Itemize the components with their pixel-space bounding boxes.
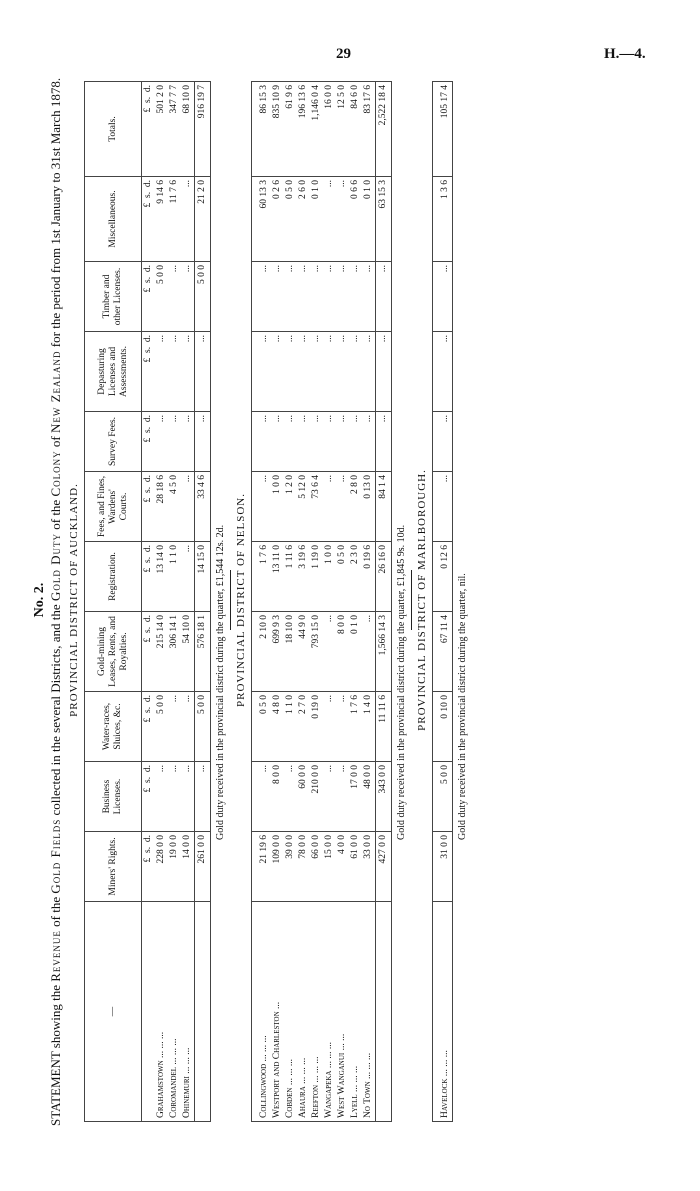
amount-cell: 61 9 6 <box>284 82 297 177</box>
amount-cell: ... <box>310 332 323 412</box>
total-cell: ... <box>195 412 211 472</box>
amount-cell: 8 0 0 <box>336 612 349 692</box>
total-cell: 26 16 0 <box>376 542 392 612</box>
amount-cell: ... <box>258 332 271 412</box>
amount-cell: 39 0 0 <box>284 832 297 902</box>
amount-cell: 21 19 6 <box>258 832 271 902</box>
column-header: Depasturing Licenses and Assessments. <box>85 332 142 412</box>
district-name: Grahamstown ... ... ... <box>155 902 168 1122</box>
table-row <box>323 82 336 1122</box>
title-part: Revenue <box>48 930 63 982</box>
amount-cell: ... <box>181 262 195 332</box>
district-name: Collingwood ... ... ... <box>258 902 271 1122</box>
amount-cell: 48 0 0 <box>362 762 376 832</box>
unit-cell: £ s. d. <box>142 412 156 472</box>
total-cell: 916 19 7 <box>195 82 211 177</box>
amount-cell: 0 1 0 <box>362 177 376 262</box>
unit-cell: £ s. d. <box>142 332 156 412</box>
amount-cell: 1,146 0 4 <box>310 82 323 177</box>
amount-cell: 306 14 1 <box>168 612 181 692</box>
amount-cell: ... <box>155 332 168 412</box>
amount-cell: ... <box>323 762 336 832</box>
title-part: New Zealand <box>48 350 63 434</box>
district-title: PROVINCIAL DISTRICT OF MARLBOROUGH. <box>416 469 428 731</box>
amount-cell: ... <box>323 177 336 262</box>
amount-cell: ... <box>181 472 195 542</box>
amount-cell: ... <box>439 412 453 472</box>
column-header: Business Licenses. <box>85 762 142 832</box>
amount-cell: ... <box>155 762 168 832</box>
amount-cell: 2 6 0 <box>297 177 310 262</box>
amount-cell: 1 0 0 <box>271 472 284 542</box>
table-row <box>258 82 271 1122</box>
amount-cell: ... <box>336 177 349 262</box>
amount-cell: ... <box>258 412 271 472</box>
amount-cell: ... <box>181 542 195 612</box>
amount-cell: 0 10 0 <box>439 692 453 762</box>
header-row <box>85 82 142 1122</box>
amount-cell: 33 0 0 <box>362 832 376 902</box>
title-part: Gold Fields <box>48 818 63 894</box>
amount-cell: ... <box>439 472 453 542</box>
amount-cell: 501 2 0 <box>155 82 168 177</box>
amount-cell: 2 7 0 <box>297 692 310 762</box>
amount-cell: 347 7 7 <box>168 82 181 177</box>
amount-cell: 0 13 0 <box>362 472 376 542</box>
amount-cell: ... <box>297 262 310 332</box>
amount-cell: ... <box>168 692 181 762</box>
column-header: Miscellaneous. <box>85 177 142 262</box>
column-header: Registration. <box>85 542 142 612</box>
gold-duty-note: Gold duty received in the provincial district during the quarter, £1,544 12s. 2d. <box>215 524 226 840</box>
amount-cell: ... <box>284 412 297 472</box>
amount-cell: ... <box>310 412 323 472</box>
title-part: collected in the several Districts, and the <box>48 601 63 819</box>
unit-cell: £ s. d. <box>142 262 156 332</box>
amount-cell: 228 0 0 <box>155 832 168 902</box>
amount-cell: 1 3 6 <box>439 177 453 262</box>
district-name: Coromandel ... ... ... <box>168 902 181 1122</box>
unit-cell: £ s. d. <box>142 177 156 262</box>
amount-cell: 61 0 0 <box>349 832 362 902</box>
amount-cell: 8 0 0 <box>271 762 284 832</box>
amount-cell: 109 0 0 <box>271 832 284 902</box>
table-row <box>439 82 453 1122</box>
amount-cell: 13 14 0 <box>155 542 168 612</box>
amount-cell: ... <box>168 332 181 412</box>
amount-cell: 1 11 6 <box>284 542 297 612</box>
amount-cell: ... <box>362 332 376 412</box>
amount-cell: ... <box>336 472 349 542</box>
total-cell: ... <box>376 332 392 412</box>
statement-title <box>48 70 64 1130</box>
amount-cell: ... <box>323 332 336 412</box>
district-title: PROVINCIAL DISTRICT OF NELSON. <box>235 493 247 707</box>
amount-cell: 14 0 0 <box>181 832 195 902</box>
amount-cell: 17 0 0 <box>349 762 362 832</box>
amount-cell: ... <box>181 762 195 832</box>
amount-cell: 78 0 0 <box>297 832 310 902</box>
amount-cell: ... <box>362 612 376 692</box>
revenue-table <box>251 81 392 1122</box>
unit-cell: £ s. d. <box>142 612 156 692</box>
amount-cell: ... <box>284 262 297 332</box>
amount-cell: 105 17 4 <box>439 82 453 177</box>
column-header: — <box>85 902 142 1122</box>
title-part: Gold Duty <box>48 533 63 602</box>
gold-duty-note: Gold duty received in the provincial district during the quarter, nil. <box>457 573 468 840</box>
table-row <box>181 82 195 1122</box>
column-header: Water-races, Sluices, &c. <box>85 692 142 762</box>
amount-cell: ... <box>258 762 271 832</box>
amount-cell: 12 5 0 <box>336 82 349 177</box>
district-name: Ahaura ... ... ... <box>297 902 310 1122</box>
column-header: Fees, and Fines, Wardens' Courts. <box>85 472 142 542</box>
total-cell: 2,522 18 4 <box>376 82 392 177</box>
amount-cell: 1 7 6 <box>349 692 362 762</box>
amount-cell: ... <box>168 762 181 832</box>
district-name: West Wanganui ... ... <box>336 902 349 1122</box>
amount-cell: 1 4 0 <box>362 692 376 762</box>
total-cell: 1,566 14 3 <box>376 612 392 692</box>
amount-cell: 4 8 0 <box>271 692 284 762</box>
total-cell: 5 0 0 <box>195 692 211 762</box>
amount-cell: 0 12 6 <box>439 542 453 612</box>
amount-cell: ... <box>181 332 195 412</box>
unit-cell: £ s. d. <box>142 472 156 542</box>
amount-cell: 16 0 0 <box>323 82 336 177</box>
column-header: Timber and other Licenses. <box>85 262 142 332</box>
amount-cell: ... <box>323 612 336 692</box>
amount-cell: ... <box>336 762 349 832</box>
amount-cell: ... <box>271 412 284 472</box>
amount-cell: 0 6 6 <box>349 177 362 262</box>
amount-cell: 210 0 0 <box>310 762 323 832</box>
total-cell: 84 1 4 <box>376 472 392 542</box>
district-name: Lyell ... ... ... <box>349 902 362 1122</box>
total-row <box>195 82 211 1122</box>
total-row <box>376 82 392 1122</box>
district-section <box>235 70 412 1130</box>
table-row <box>284 82 297 1122</box>
total-cell: ... <box>195 762 211 832</box>
amount-cell: 1 1 0 <box>168 542 181 612</box>
amount-cell: 66 0 0 <box>310 832 323 902</box>
amount-cell: 67 11 4 <box>439 612 453 692</box>
column-header: Gold-mining Leases, Rents, and Royalties. <box>85 612 142 692</box>
amount-cell: ... <box>181 177 195 262</box>
amount-cell: ... <box>323 472 336 542</box>
rotated-statement-page <box>30 70 670 1130</box>
total-cell: 5 0 0 <box>195 262 211 332</box>
amount-cell: 1 7 6 <box>258 542 271 612</box>
amount-cell: ... <box>284 332 297 412</box>
district-name: Westport and Charleston ... <box>271 902 284 1122</box>
amount-cell: ... <box>310 262 323 332</box>
amount-cell: 1 1 0 <box>284 692 297 762</box>
table-row <box>155 82 168 1122</box>
total-cell: 63 15 3 <box>376 177 392 262</box>
district-section <box>416 70 468 1130</box>
amount-cell: 0 5 0 <box>284 177 297 262</box>
column-header: Survey Fees. <box>85 412 142 472</box>
table-row <box>310 82 323 1122</box>
divider-rule <box>230 570 231 630</box>
amount-cell: 793 15 0 <box>310 612 323 692</box>
amount-cell: 5 12 0 <box>297 472 310 542</box>
district-title: PROVINCIAL DISTRICT OF AUCKLAND. <box>68 483 80 717</box>
amount-cell: ... <box>336 262 349 332</box>
amount-cell: 73 6 4 <box>310 472 323 542</box>
amount-cell: ... <box>258 472 271 542</box>
amount-cell: 2 3 0 <box>349 542 362 612</box>
amount-cell: ... <box>271 262 284 332</box>
amount-cell: 68 10 0 <box>181 82 195 177</box>
gold-duty-note: Gold duty received in the provincial district during the quarter, £1,845 9s. 10d. <box>396 524 407 840</box>
amount-cell: ... <box>258 262 271 332</box>
amount-cell: ... <box>297 332 310 412</box>
total-cell <box>195 902 211 1122</box>
amount-cell: 196 13 6 <box>297 82 310 177</box>
amount-cell: 13 11 0 <box>271 542 284 612</box>
total-cell: 427 0 0 <box>376 832 392 902</box>
amount-cell: 9 14 6 <box>155 177 168 262</box>
total-cell: 21 2 0 <box>195 177 211 262</box>
amount-cell: 0 1 0 <box>310 177 323 262</box>
title-part: of the <box>48 496 63 534</box>
total-cell <box>376 902 392 1122</box>
amount-cell: 5 0 0 <box>155 692 168 762</box>
amount-cell: 54 10 0 <box>181 612 195 692</box>
total-cell: 576 18 1 <box>195 612 211 692</box>
total-cell: ... <box>195 332 211 412</box>
statement-number: No. 2. <box>32 582 47 618</box>
amount-cell: ... <box>323 412 336 472</box>
table-row <box>271 82 284 1122</box>
amount-cell: 31 0 0 <box>439 832 453 902</box>
total-cell: ... <box>376 262 392 332</box>
amount-cell: 699 9 3 <box>271 612 284 692</box>
amount-cell: ... <box>336 692 349 762</box>
divider-rule <box>411 570 412 630</box>
total-cell: 14 15 0 <box>195 542 211 612</box>
amount-cell: 15 0 0 <box>323 832 336 902</box>
amount-cell: ... <box>181 412 195 472</box>
amount-cell: 0 19 6 <box>362 542 376 612</box>
total-cell: ... <box>376 412 392 472</box>
district-name: Wangapeka ... ... ... <box>323 902 336 1122</box>
unit-row <box>142 82 156 1122</box>
amount-cell: ... <box>349 262 362 332</box>
amount-cell: 19 0 0 <box>168 832 181 902</box>
district-sections <box>68 70 468 1130</box>
amount-cell: ... <box>349 412 362 472</box>
unit-cell: £ s. d. <box>142 692 156 762</box>
amount-cell: 1 2 0 <box>284 472 297 542</box>
title-part: STATEMENT showing the <box>48 981 63 1126</box>
amount-cell: 2 8 0 <box>349 472 362 542</box>
amount-cell: 0 5 0 <box>336 542 349 612</box>
amount-cell: ... <box>439 262 453 332</box>
district-name: Reefton ... ... ... <box>310 902 323 1122</box>
district-name: Cobden ... ... ... <box>284 902 297 1122</box>
total-cell: 33 4 6 <box>195 472 211 542</box>
amount-cell: 5 0 0 <box>155 262 168 332</box>
amount-cell: ... <box>336 332 349 412</box>
amount-cell: 1 0 0 <box>323 542 336 612</box>
title-part: of the <box>48 893 63 931</box>
total-cell: 261 0 0 <box>195 832 211 902</box>
total-cell: 343 0 0 <box>376 762 392 832</box>
amount-cell: ... <box>362 412 376 472</box>
unit-cell: £ s. d. <box>142 832 156 902</box>
page-number: 29 <box>336 46 351 62</box>
title-part: Colony <box>48 450 63 497</box>
amount-cell: 60 0 0 <box>297 762 310 832</box>
unit-cell: £ s. d. <box>142 762 156 832</box>
amount-cell: ... <box>349 332 362 412</box>
amount-cell: 2 10 0 <box>258 612 271 692</box>
amount-cell: ... <box>168 412 181 472</box>
amount-cell: ... <box>439 332 453 412</box>
table-row <box>336 82 349 1122</box>
table-row <box>362 82 376 1122</box>
amount-cell: 215 14 0 <box>155 612 168 692</box>
amount-cell: 4 5 0 <box>168 472 181 542</box>
table-row <box>349 82 362 1122</box>
amount-cell: ... <box>323 692 336 762</box>
amount-cell: 28 18 6 <box>155 472 168 542</box>
district-name: No Town ... ... ... <box>362 902 376 1122</box>
district-name: Ohinemuri ... ... ... <box>181 902 195 1122</box>
amount-cell: 86 15 3 <box>258 82 271 177</box>
table-row <box>297 82 310 1122</box>
total-cell: 11 11 6 <box>376 692 392 762</box>
amount-cell: 0 5 0 <box>258 692 271 762</box>
unit-cell <box>142 902 156 1122</box>
unit-cell: £ s. d. <box>142 542 156 612</box>
amount-cell: ... <box>362 262 376 332</box>
amount-cell: 835 10 9 <box>271 82 284 177</box>
amount-cell: 18 10 0 <box>284 612 297 692</box>
amount-cell: ... <box>336 412 349 472</box>
amount-cell: ... <box>271 332 284 412</box>
revenue-table <box>84 81 211 1122</box>
column-header: Totals. <box>85 82 142 177</box>
district-name: Havelock ... ... ... <box>439 902 453 1122</box>
unit-cell: £ s. d. <box>142 82 156 177</box>
amount-cell: 83 17 6 <box>362 82 376 177</box>
amount-cell: 1 19 0 <box>310 542 323 612</box>
amount-cell: 60 13 3 <box>258 177 271 262</box>
amount-cell: 44 9 0 <box>297 612 310 692</box>
amount-cell: ... <box>168 262 181 332</box>
amount-cell: ... <box>284 762 297 832</box>
amount-cell: 5 0 0 <box>439 762 453 832</box>
amount-cell: ... <box>155 412 168 472</box>
revenue-table <box>432 81 453 1122</box>
document-reference: H.—4. <box>604 46 646 62</box>
amount-cell: 11 7 6 <box>168 177 181 262</box>
amount-cell: 0 2 6 <box>271 177 284 262</box>
table-row <box>168 82 181 1122</box>
amount-cell: 0 1 0 <box>349 612 362 692</box>
amount-cell: ... <box>181 692 195 762</box>
amount-cell: 0 19 0 <box>310 692 323 762</box>
amount-cell: ... <box>323 262 336 332</box>
amount-cell: ... <box>297 412 310 472</box>
amount-cell: 4 0 0 <box>336 832 349 902</box>
amount-cell: 3 19 6 <box>297 542 310 612</box>
amount-cell: 84 6 0 <box>349 82 362 177</box>
district-section <box>68 70 231 1130</box>
title-part: of <box>48 433 63 451</box>
column-header: Miners' Rights. <box>85 832 142 902</box>
title-part: for the period from 1st January to 31st March 1878. <box>48 77 63 351</box>
